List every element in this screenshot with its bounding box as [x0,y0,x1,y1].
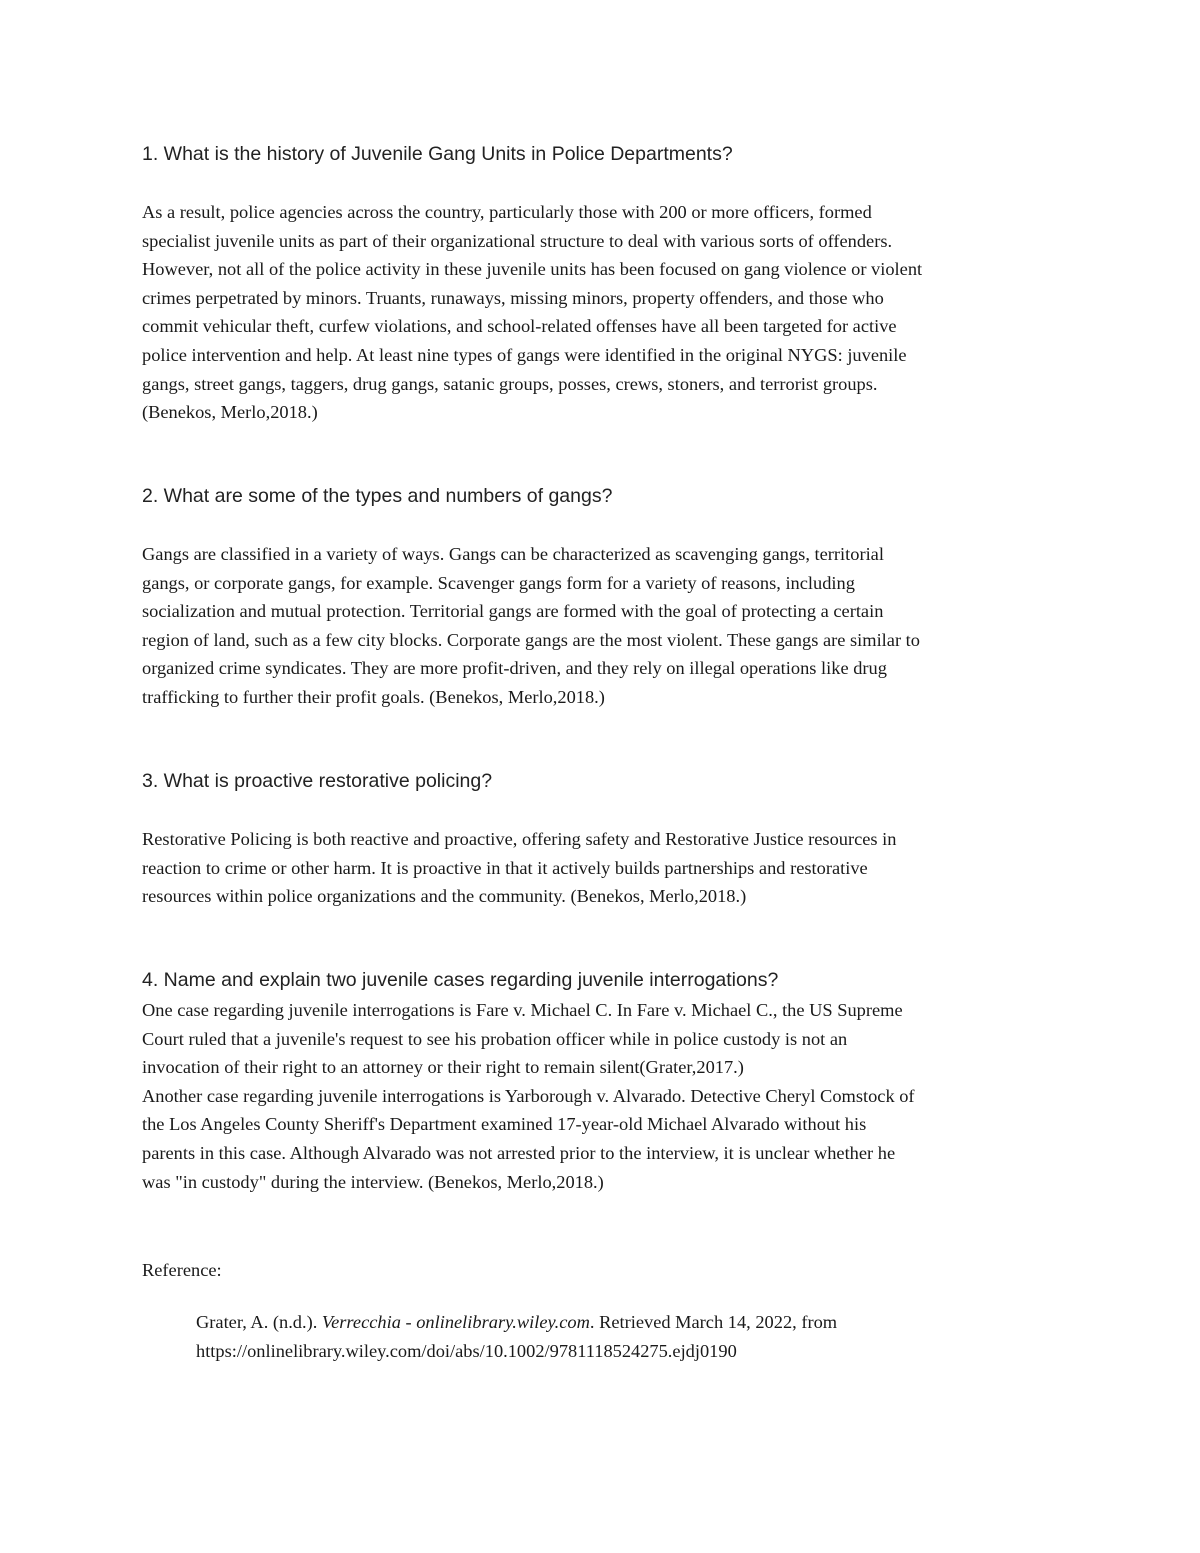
paragraph-line: parents in this case. Although Alvarado was not arrested prior to the interview, it is unclear whether he [142,1142,896,1163]
paragraph-line: One case regarding juvenile interrogations is Fare v. Michael C. In Fare v. Michael C., the US Supreme [142,1000,903,1020]
paragraph-line: invocation of their right to an attorney or their right to remain silent(Grater,2017.) [142,1057,744,1078]
paragraph-line: Court ruled that a juvenile's request to see his probation officer while in police custody is not an [142,1028,848,1049]
question-1-heading: 1. What is the history of Juvenile Gang Units in Police Departments? [142,143,733,165]
paragraph-line: was "in custody" during the interview. (Benekos, Merlo,2018.) [142,1171,604,1192]
paragraph-line: As a result, police agencies across the country, particularly those with 200 or more officers, formed [142,202,872,222]
question-4-heading: 4. Name and explain two juvenile cases regarding juvenile interrogations? [142,969,779,991]
paragraph-line: region of land, such as a few city blocks. Corporate gangs are the most violent. These gangs are similar to [142,629,920,650]
reference-retrieved: . Retrieved March 14, 2022, from [589,1312,838,1332]
paragraph-line: However, not all of the police activity in these juvenile units has been focused on gang violence or violent [142,259,923,280]
reference-citation-line [196,1308,837,1337]
paragraph-line: socialization and mutual protection. Territorial gangs are formed with the goal of protecting a certain [142,601,884,622]
paragraph-line: the Los Angeles County Sheriff's Department examined 17-year-old Michael Alvarado without his [142,1114,867,1135]
reference-author: Grater, A. (n.d.). [196,1312,322,1332]
paragraph-line: specialist juvenile units as part of their organizational structure to deal with various sorts of offenders. [142,230,893,251]
paragraph-line: police intervention and help. At least nine types of gangs were identified in the original NYGS: juvenile [142,344,907,365]
reference-entry [196,1308,837,1365]
reference-label: Reference: [142,1260,222,1280]
paragraph-line: Restorative Policing is both reactive and proactive, offering safety and Restorative Justice resources in [142,829,897,849]
paragraph-line: (Benekos, Merlo,2018.) [142,402,318,423]
paragraph-line: trafficking to further their profit goals. (Benekos, Merlo,2018.) [142,686,605,707]
reference-url[interactable]: https://onlinelibrary.wiley.com/doi/abs/10.1002/9781118524275.ejdj0190 [196,1340,737,1361]
reference-title: Verrecchia - onlinelibrary.wiley.com [321,1312,590,1332]
paragraph-line: Gangs are classified in a variety of ways. Gangs can be characterized as scavenging gangs, territorial [142,544,884,564]
answer-3-paragraph [142,825,1082,911]
paragraph-line: organized crime syndicates. They are more profit-driven, and they rely on illegal operations like drug [142,658,887,679]
paragraph-line: resources within police organizations and the community. (Benekos, Merlo,2018.) [142,886,747,907]
answer-2-paragraph [142,540,1082,712]
paragraph-line: commit vehicular theft, curfew violations, and school-related offenses have all been targeted for active [142,316,897,337]
question-2-heading: 2. What are some of the types and numbers of gangs? [142,485,613,507]
paragraph-line: gangs, street gangs, taggers, drug gangs, satanic groups, posses, crews, stoners, and terrorist groups. [142,373,878,394]
paragraph-line: Another case regarding juvenile interrogations is Yarborough v. Alvarado. Detective Cheryl Comstock of [142,1085,915,1106]
question-3-heading: 3. What is proactive restorative policing? [142,770,493,792]
answer-1-paragraph [142,198,1082,427]
paragraph-line: gangs, or corporate gangs, for example. Scavenger gangs form for a variety of reasons, including [142,572,855,593]
paragraph-line: reaction to crime or other harm. It is proactive in that it actively builds partnerships and restorative [142,857,868,878]
paragraph-line: crimes perpetrated by minors. Truants, runaways, missing minors, property offenders, and those who [142,287,884,308]
answer-4-paragraph [142,996,1082,1196]
